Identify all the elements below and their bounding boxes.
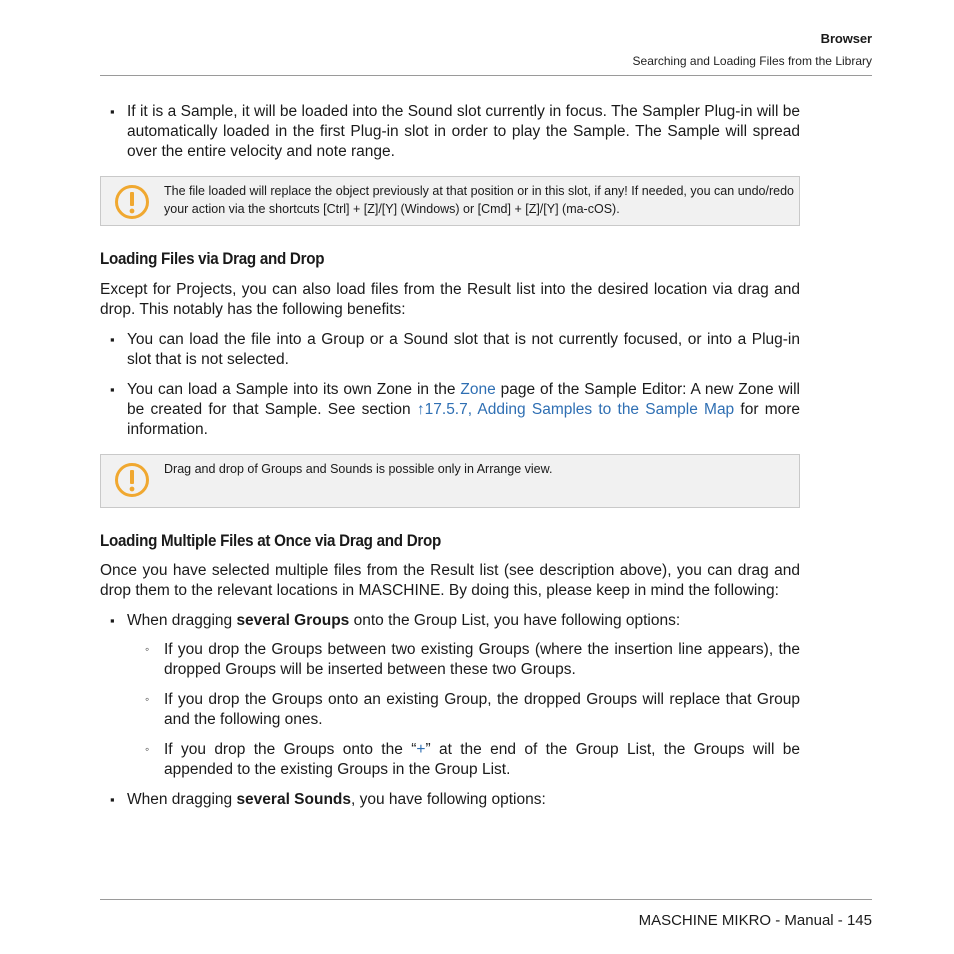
list-item (100, 330, 800, 370)
section-heading: Loading Multiple Files at Once via Drag and Drop (100, 532, 442, 550)
bullet-text: page of the Sample Editor: A new Zone will be created for that Sample. See section (127, 381, 800, 418)
paragraph: Except for Projects, you can also load files from the Result list into the desired location via drag and drop. This notably has the following benefits: (100, 281, 800, 318)
bullet-text: You can load a Sample into its own Zone in the (127, 381, 461, 398)
square-bullet-icon: ▪ (110, 104, 115, 119)
paragraph: Once you have selected multiple files from the Result list (see description above), you can drag and drop them to the relevant locations in MASCHINE. By doing this, please keep in mind the following: (100, 562, 800, 599)
note-text: The file loaded will replace the object previously at that position or in this slot, if any! If needed, you can undo/redo your action via the shortcuts [Ctrl] + [Z]/[Y] (Windows) or [Cmd] + [Z]/[Y] (ma-cOS). (164, 184, 794, 216)
sub-bullet-text: If you drop the Groups between two existing Groups (where the insertion line appears), the dropped Groups will be inserted between these two Groups. (164, 641, 800, 678)
square-bullet-icon: ▪ (110, 792, 115, 807)
header-subsection-title: Searching and Loading Files from the Library (632, 54, 872, 68)
bullet-text: If it is a Sample, it will be loaded into the Sound slot currently in focus. The Sampler Plug-in will be automatically loaded in the first Plug-in slot in order to play the Sample. The Sample will spread over the entire velocity and note range. (127, 103, 800, 160)
list-item (100, 380, 800, 440)
circle-bullet-icon: ◦ (145, 692, 150, 706)
bullet-text: onto the Group List, you have following options: (349, 612, 681, 629)
zone-link[interactable]: Zone (460, 381, 496, 398)
bold-term: several Groups (236, 612, 350, 629)
sub-bullet-text: If you drop the Groups onto the “ (164, 741, 417, 758)
bullet-text: When dragging (127, 791, 237, 808)
header-rule (100, 75, 872, 76)
circle-bullet-icon: ◦ (145, 642, 150, 656)
page-body (100, 102, 800, 810)
circle-bullet-icon: ◦ (145, 742, 150, 756)
footer-rule (100, 899, 872, 900)
bullet-text: When dragging (127, 612, 237, 629)
bullet-text: You can load the file into a Group or a Sound slot that is not currently focused, or into a Plug-in slot that is not selected. (127, 331, 800, 368)
section-heading: Loading Files via Drag and Drop (100, 250, 325, 268)
exclamation-warning-icon (114, 184, 150, 220)
header-section-title: Browser (820, 31, 872, 46)
list-item (100, 102, 800, 162)
square-bullet-icon: ▪ (110, 613, 115, 628)
sub-list-item (100, 690, 800, 730)
note-text: Drag and drop of Groups and Sounds is possible only in Arrange view. (164, 462, 553, 476)
bold-term: several Sounds (236, 791, 352, 808)
bullet-text: , you have following options: (351, 791, 546, 808)
warning-note (100, 454, 800, 508)
plus-link[interactable]: + (416, 741, 426, 758)
sub-list-item (100, 640, 800, 680)
sub-list-item (100, 740, 800, 780)
warning-note (100, 176, 800, 226)
section-reference-link[interactable]: ↑17.5.7, Adding Samples to the Sample Map (416, 401, 735, 418)
exclamation-warning-icon (114, 462, 150, 498)
sub-bullet-text: ” at the end of the Group List, the Groups will be appended to the existing Groups in the Group List. (164, 741, 800, 778)
sub-bullet-text: If you drop the Groups onto an existing Group, the dropped Groups will replace that Group and the following ones. (164, 691, 800, 728)
square-bullet-icon: ▪ (110, 382, 115, 397)
running-header (633, 30, 872, 70)
page-footer: MASCHINE MIKRO - Manual - 145 (638, 912, 872, 929)
square-bullet-icon: ▪ (110, 332, 115, 347)
list-item (100, 790, 800, 810)
list-item (100, 611, 800, 631)
bullet-text: for more information. (127, 401, 801, 438)
